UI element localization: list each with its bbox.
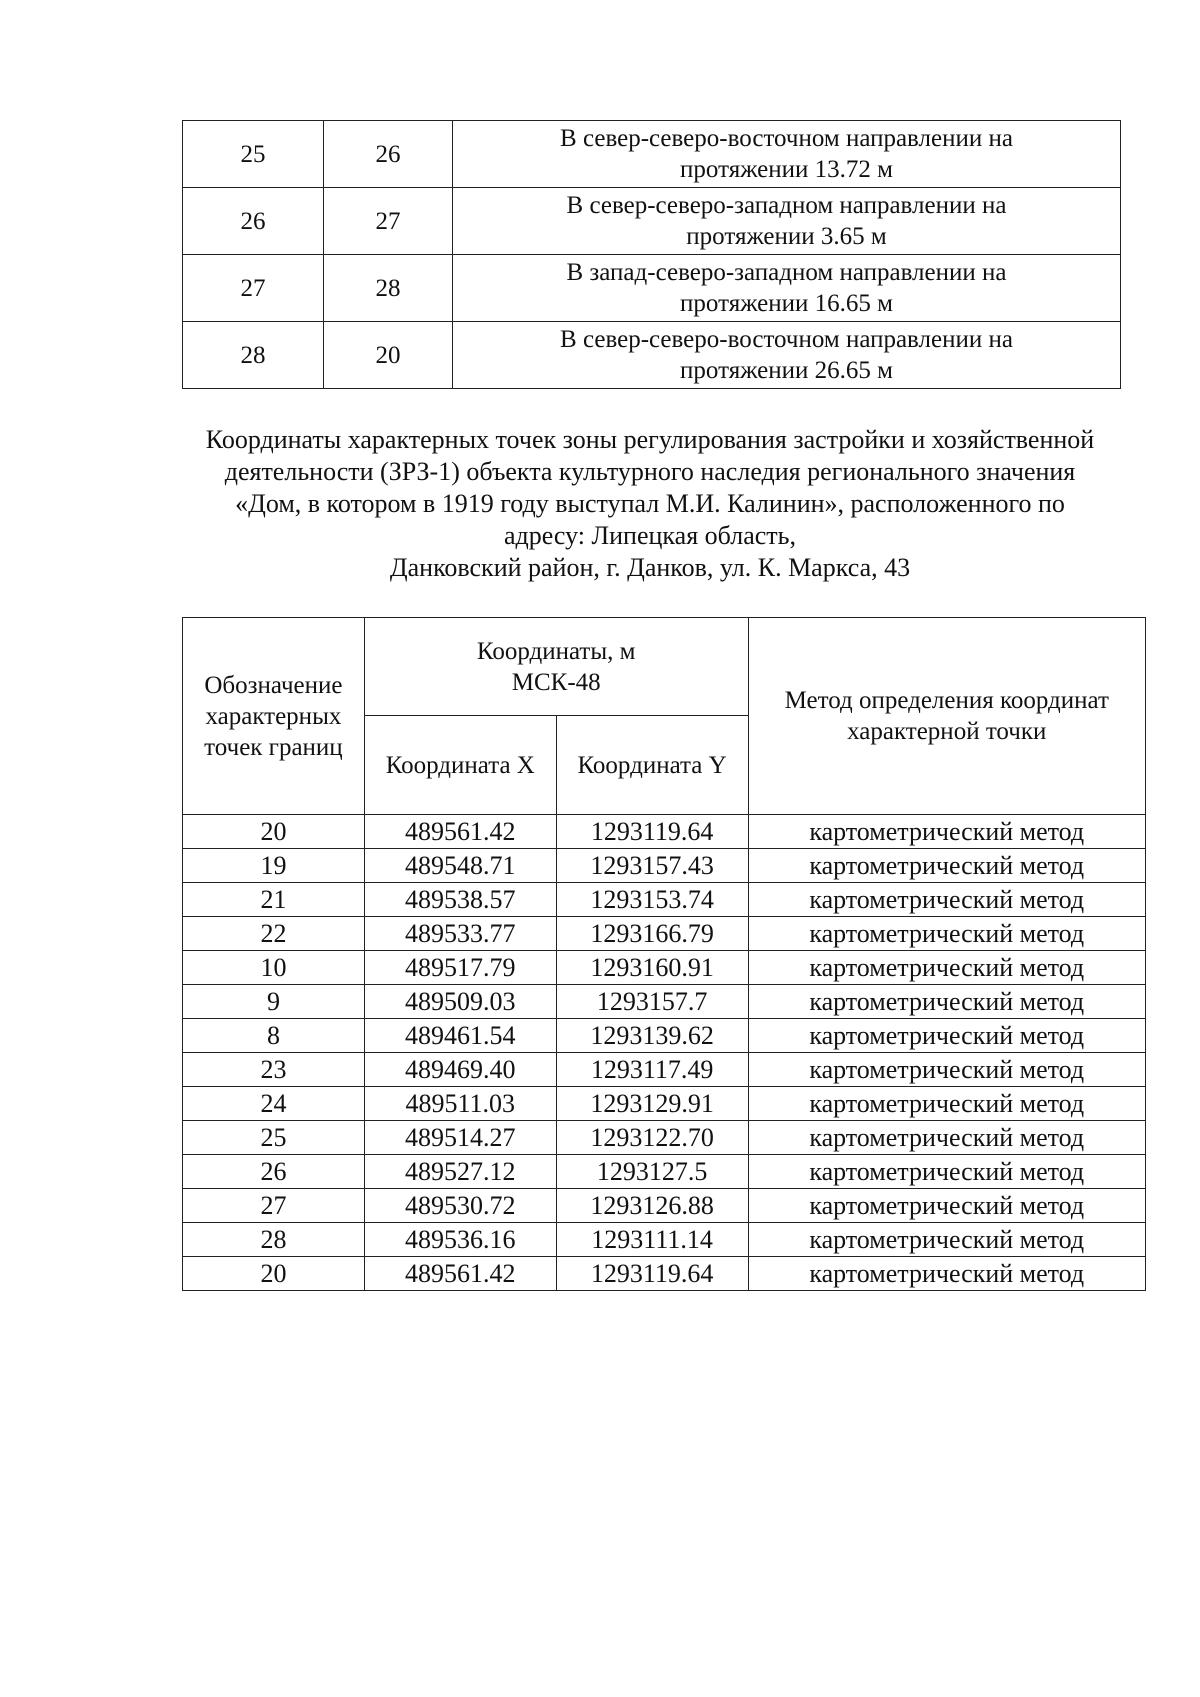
row-point: 27 [183, 1189, 365, 1223]
row-y: 1293139.62 [556, 1019, 748, 1053]
desc-line: В север-северо-западном направлении на [566, 192, 1007, 219]
row-point: 25 [183, 1121, 365, 1155]
row-point: 28 [183, 1223, 365, 1257]
desc-line: протяжении 26.65 м [680, 357, 893, 384]
row-x: 489509.03 [364, 985, 556, 1019]
row-y: 1293111.14 [556, 1223, 748, 1257]
row-y: 1293157.43 [556, 849, 748, 883]
table-row [183, 255, 1121, 322]
from-point: 26 [183, 188, 324, 255]
from-point: 25 [183, 121, 324, 188]
table-row [183, 188, 1121, 255]
row-y: 1293119.64 [556, 815, 748, 849]
direction-description [453, 121, 1121, 188]
row-method: картометрический метод [748, 951, 1146, 985]
coordinates-body [183, 815, 1146, 1291]
header-point-designation [183, 618, 365, 815]
row-y: 1293122.70 [556, 1121, 748, 1155]
to-point: 26 [324, 121, 453, 188]
row-method: картометрический метод [748, 1053, 1146, 1087]
to-point: 27 [324, 188, 453, 255]
table-row [183, 849, 1146, 883]
row-method: картометрический метод [748, 815, 1146, 849]
header-coordinates-group [364, 618, 748, 716]
coordinates-table [182, 617, 1146, 1291]
desc-line: протяжении 3.65 м [686, 223, 887, 250]
table-row [183, 1189, 1146, 1223]
row-y: 1293166.79 [556, 917, 748, 951]
table-row [183, 1087, 1146, 1121]
row-x: 489514.27 [364, 1121, 556, 1155]
boundary-table [182, 120, 1121, 389]
row-x: 489511.03 [364, 1087, 556, 1121]
row-point: 10 [183, 951, 365, 985]
table-row [183, 1019, 1146, 1053]
table-row [183, 121, 1121, 188]
row-method: картометрический метод [748, 1155, 1146, 1189]
title-line: адресу: Липецкая область, [503, 521, 797, 550]
desc-line: В север-северо-восточном направлении на [560, 326, 1013, 353]
row-x: 489469.40 [364, 1053, 556, 1087]
header-row [183, 618, 1146, 716]
row-x: 489527.12 [364, 1155, 556, 1189]
table-row [183, 883, 1146, 917]
row-point: 26 [183, 1155, 365, 1189]
row-x: 489561.42 [364, 815, 556, 849]
row-method: картометрический метод [748, 1257, 1146, 1291]
title-line: Координаты характерных точек зоны регулирования застройки и хозяйственной [205, 425, 1095, 454]
direction-description [453, 188, 1121, 255]
row-point: 21 [183, 883, 365, 917]
row-method: картометрический метод [748, 1019, 1146, 1053]
table-row [183, 1053, 1146, 1087]
row-x: 489538.57 [364, 883, 556, 917]
header-method [748, 618, 1146, 815]
row-method: картометрический метод [748, 1087, 1146, 1121]
row-point: 24 [183, 1087, 365, 1121]
to-point: 28 [324, 255, 453, 322]
desc-line: протяжении 16.65 м [680, 290, 893, 317]
table-row [183, 1155, 1146, 1189]
from-point: 28 [183, 322, 324, 389]
row-y: 1293117.49 [556, 1053, 748, 1087]
table-row [183, 322, 1121, 389]
table-row [183, 815, 1146, 849]
row-method: картометрический метод [748, 985, 1146, 1019]
row-point: 20 [183, 1257, 365, 1291]
row-method: картометрический метод [748, 1223, 1146, 1257]
row-y: 1293119.64 [556, 1257, 748, 1291]
direction-description [453, 255, 1121, 322]
row-y: 1293160.91 [556, 951, 748, 985]
row-point: 22 [183, 917, 365, 951]
row-y: 1293157.7 [556, 985, 748, 1019]
header-line: Обозначение [204, 671, 343, 699]
table-row [183, 1223, 1146, 1257]
row-method: картометрический метод [748, 917, 1146, 951]
row-method: картометрический метод [748, 849, 1146, 883]
row-x: 489533.77 [364, 917, 556, 951]
header-line: Координаты, м [476, 637, 636, 665]
row-method: картометрический метод [748, 1189, 1146, 1223]
row-x: 489548.71 [364, 849, 556, 883]
row-x: 489536.16 [364, 1223, 556, 1257]
row-point: 9 [183, 985, 365, 1019]
row-point: 20 [183, 815, 365, 849]
desc-line: В север-северо-восточном направлении на [560, 125, 1013, 152]
table-row [183, 951, 1146, 985]
table-row [183, 1121, 1146, 1155]
row-point: 19 [183, 849, 365, 883]
row-point: 8 [183, 1019, 365, 1053]
table-row [183, 1257, 1146, 1291]
row-x: 489530.72 [364, 1189, 556, 1223]
row-y: 1293126.88 [556, 1189, 748, 1223]
header-line: характерных [205, 702, 342, 730]
row-method: картометрический метод [748, 883, 1146, 917]
row-y: 1293129.91 [556, 1087, 748, 1121]
row-method: картометрический метод [748, 1121, 1146, 1155]
header-line: Метод определения координат [784, 687, 1109, 714]
title-line: деятельности (ЗРЗ-1) объекта культурного наследия регионального значения [224, 457, 1076, 486]
table-row [183, 917, 1146, 951]
header-line: МСК-48 [511, 668, 601, 696]
row-x: 489561.42 [364, 1257, 556, 1291]
to-point: 20 [324, 322, 453, 389]
table-row [183, 985, 1146, 1019]
header-line: характерной точки [847, 718, 1047, 745]
header-coordinate-y: Координата Y [556, 716, 748, 815]
desc-line: протяжении 13.72 м [680, 156, 893, 183]
from-point: 27 [183, 255, 324, 322]
desc-line: В запад-северо-западном направлении на [566, 259, 1007, 286]
section-title [180, 424, 1120, 584]
row-x: 489517.79 [364, 951, 556, 985]
header-coordinate-x: Координата X [364, 716, 556, 815]
row-point: 23 [183, 1053, 365, 1087]
row-x: 489461.54 [364, 1019, 556, 1053]
header-line: точек границ [204, 733, 343, 761]
row-y: 1293153.74 [556, 883, 748, 917]
row-y: 1293127.5 [556, 1155, 748, 1189]
title-line: «Дом, в котором в 1919 году выступал М.И. Калинин», расположенного по [235, 489, 1065, 518]
title-line: Данковский район, г. Данков, ул. К. Маркса, 43 [389, 553, 911, 582]
direction-description [453, 322, 1121, 389]
